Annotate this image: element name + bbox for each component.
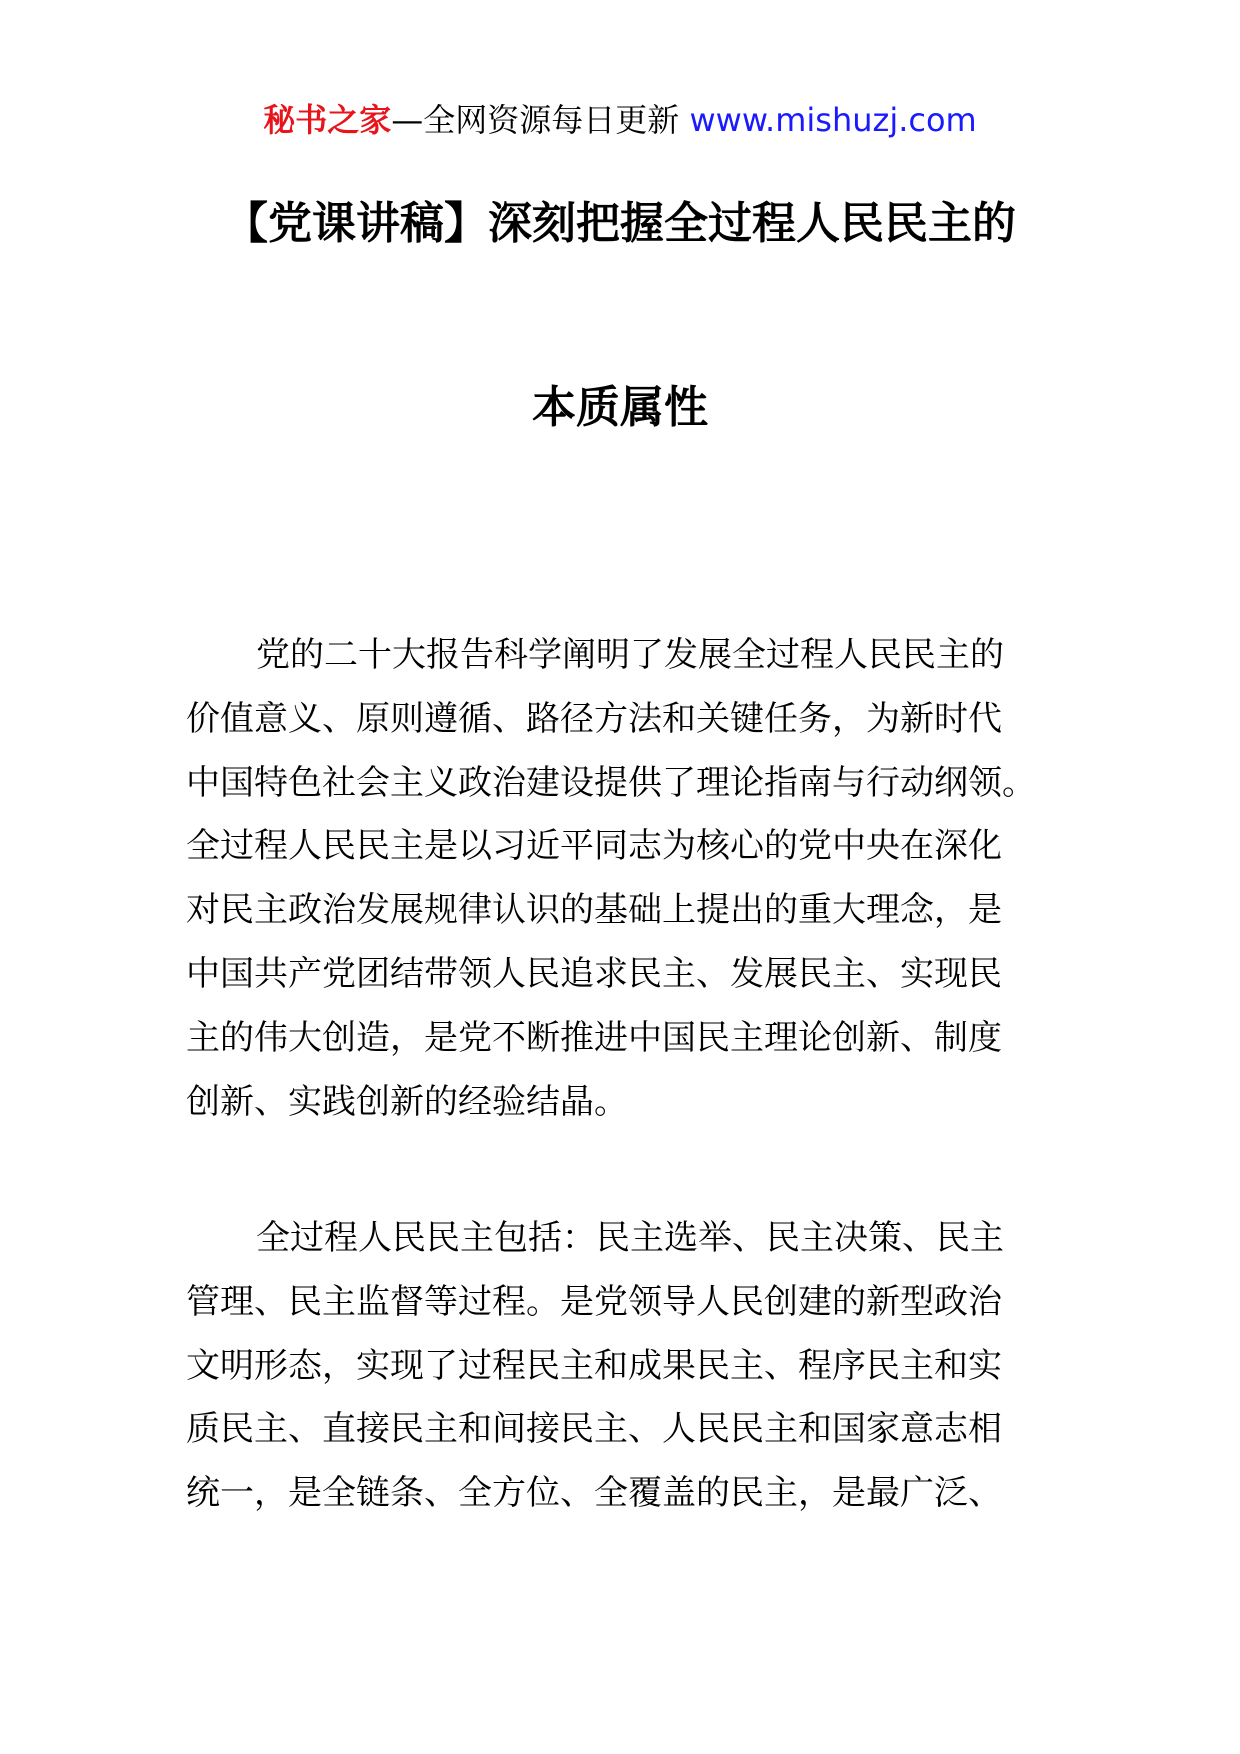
site-name: 秘书之家 (263, 101, 392, 139)
body-paragraph-1 (186, 624, 1054, 1134)
paragraph-line: 文明形态，实现了过程民主和成果民主、程序民主和实 (186, 1345, 1002, 1386)
paragraph-line: 价值意义、原则遵循、路径方法和关键任务，为新时代 (186, 698, 1002, 739)
paragraph-line: 对民主政治发展规律认识的基础上提出的重大理念，是 (186, 890, 1002, 931)
document-title-line-1: 【党课讲稿】深刻把握全过程人民民主的 (224, 198, 1016, 249)
paragraph-line: 管理、民主监督等过程。是党领导人民创建的新型政治 (186, 1281, 1002, 1322)
site-tagline: —全网资源每日更新 (391, 101, 690, 139)
paragraph-line: 主的伟大创造，是党不断推进中国民主理论创新、制度 (186, 1017, 1002, 1058)
paragraph-line: 全过程人民民主是以习近平同志为核心的党中央在深化 (186, 826, 1002, 867)
paragraph-line: 创新、实践创新的经验结晶。 (186, 1081, 628, 1122)
site-url-link[interactable]: www.mishuzj.com (689, 101, 977, 139)
paragraph-line: 质民主、直接民主和间接民主、人民民主和国家意志相 (186, 1409, 1002, 1450)
site-header (0, 100, 1240, 140)
document-title-line-2: 本质属性 (532, 382, 708, 433)
paragraph-line: 中国共产党团结带领人民追求民主、发展民主、实现民 (186, 953, 1002, 994)
body-paragraph-2 (186, 1207, 1054, 1526)
paragraph-line: 统一，是全链条、全方位、全覆盖的民主，是最广泛、 (186, 1473, 1002, 1514)
paragraph-line: 全过程人民民主包括：民主选举、民主决策、民主 (256, 1218, 1004, 1258)
paragraph-line: 中国特色社会主义政治建设提供了理论指南与行动纲领。 (186, 762, 1036, 803)
paragraph-line: 党的二十大报告科学阐明了发展全过程人民民主的 (256, 635, 1004, 675)
